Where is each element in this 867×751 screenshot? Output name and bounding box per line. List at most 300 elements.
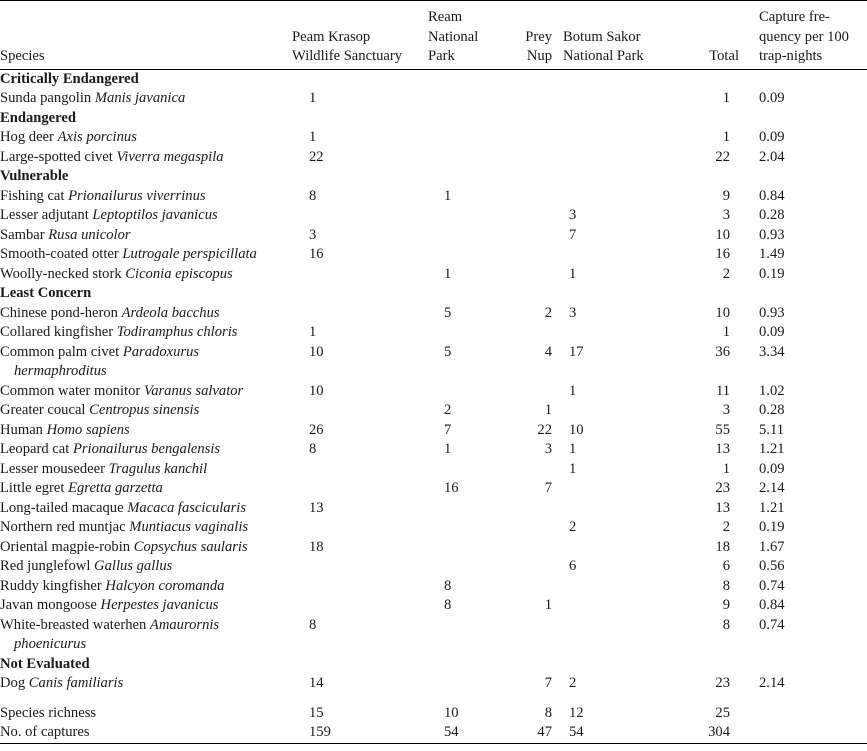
value-s4 (560, 128, 677, 148)
value-total: 1 (722, 324, 730, 340)
species-cell (0, 518, 292, 538)
category-label: Least Concern (0, 285, 92, 301)
value-freq: 0.74 (759, 577, 785, 594)
value-s3 (505, 187, 560, 207)
header-line: Park (428, 48, 455, 64)
value-s2 (427, 557, 505, 577)
species-cell (0, 187, 292, 207)
header-total: Total (709, 48, 739, 64)
value-s1: 8 (309, 441, 317, 457)
scientific-name: Tragulus kanchil (108, 460, 208, 477)
value-total: 55 (715, 421, 730, 438)
header-capture-frequency (758, 1, 867, 70)
value-s4 (560, 187, 677, 207)
value-s1 (292, 479, 427, 499)
value-s3: 7 (544, 675, 552, 691)
species-cell (0, 382, 292, 402)
summary-freq (758, 704, 867, 724)
value-s1: 1 (309, 324, 317, 340)
value-freq: 0.84 (759, 187, 785, 204)
species-name (0, 616, 288, 655)
category-row (0, 109, 867, 129)
value-s3: 1 (544, 402, 552, 418)
table-row (0, 148, 867, 168)
scientific-name: Prionailurus bengalensis (72, 441, 221, 457)
value-s4 (560, 401, 677, 421)
species-cell (0, 460, 292, 480)
value-s2 (427, 148, 505, 168)
value-freq: 0.56 (759, 558, 785, 574)
table-row (0, 304, 867, 324)
species-cell (0, 440, 292, 460)
category-label: Not Evaluated (0, 655, 90, 672)
header-ream (427, 1, 505, 70)
table-row (0, 674, 867, 694)
header-line: Ream (428, 9, 463, 25)
scientific-name: Centropus sinensis (89, 402, 200, 418)
species-cell (0, 616, 292, 655)
value-freq: 1.21 (759, 441, 785, 457)
species-cell (0, 226, 292, 246)
table-row (0, 460, 867, 480)
value-s2: 1 (444, 441, 452, 457)
common-name: Smooth-coated otter (0, 246, 119, 262)
scientific-name: Todiramphus chloris (116, 324, 238, 340)
value-s4: 17 (569, 343, 584, 360)
species-name (0, 538, 288, 558)
spacer-row (0, 694, 867, 704)
table-row (0, 401, 867, 421)
value-s4: 2 (569, 675, 577, 691)
summary-s3: 8 (544, 704, 552, 721)
header-line: Botum Sakor (563, 28, 641, 45)
species-name (0, 89, 288, 109)
value-s3: 22 (537, 421, 552, 438)
scientific-name: Canis familiaris (28, 675, 124, 691)
species-name (0, 674, 288, 694)
value-freq: 1.49 (759, 246, 785, 262)
value-total: 10 (715, 226, 730, 243)
summary-freq (758, 723, 867, 743)
species-name (0, 440, 288, 460)
value-s4 (560, 499, 677, 519)
value-s3 (505, 577, 560, 597)
common-name: White-breasted waterhen (0, 616, 147, 633)
summary-s2: 54 (444, 724, 459, 740)
species-name (0, 245, 288, 265)
table-row (0, 557, 867, 577)
summary-s4: 12 (569, 704, 584, 721)
value-s4 (560, 596, 677, 616)
value-total: 8 (722, 577, 730, 594)
value-s3 (505, 460, 560, 480)
table-row (0, 187, 867, 207)
category-label: Endangered (0, 109, 76, 126)
header-line: trap-nights (759, 48, 823, 64)
table-row (0, 577, 867, 597)
value-s3 (505, 382, 560, 402)
summary-s4: 54 (569, 724, 584, 740)
value-s4 (560, 616, 677, 655)
value-s1 (292, 304, 427, 324)
value-s4: 1 (569, 441, 577, 457)
value-s1 (292, 596, 427, 616)
value-s2: 7 (444, 421, 452, 438)
header-line: Peam Krasop (292, 28, 371, 45)
species-name (0, 128, 288, 148)
value-total: 16 (715, 246, 730, 262)
value-s2 (427, 226, 505, 246)
summary-s1: 15 (309, 704, 324, 721)
value-s2 (427, 89, 505, 109)
species-name (0, 557, 288, 577)
scientific-name: Rusa unicolor (48, 226, 131, 243)
value-s1: 3 (309, 226, 317, 243)
value-total: 10 (715, 304, 730, 321)
value-s3 (505, 245, 560, 265)
value-total: 11 (715, 382, 730, 399)
value-s3 (505, 616, 560, 655)
category-label: Critically Endangered (0, 70, 139, 87)
table-row (0, 538, 867, 558)
value-s4: 1 (569, 460, 577, 477)
scientific-name: Gallus gallus (94, 558, 173, 574)
value-freq: 0.93 (759, 304, 785, 321)
value-s4 (560, 89, 677, 109)
table-row (0, 616, 867, 655)
scientific-name: Viverra megaspila (116, 148, 224, 165)
scientific-name: Herpestes javanicus (100, 597, 219, 613)
species-name (0, 421, 288, 441)
summary-total: 25 (715, 704, 730, 721)
value-freq: 0.19 (759, 265, 785, 282)
value-s2 (427, 382, 505, 402)
header-line: Nup (526, 48, 552, 64)
value-total: 36 (715, 343, 730, 360)
summary-label: No. of captures (0, 724, 90, 740)
common-name: Common water monitor (0, 382, 141, 399)
table-header (0, 1, 867, 70)
value-s2: 5 (444, 304, 452, 321)
header-line: Prey (525, 28, 552, 45)
value-total: 3 (722, 207, 730, 223)
species-cell (0, 499, 292, 519)
value-s4: 2 (569, 519, 577, 535)
table-row (0, 421, 867, 441)
value-s4 (560, 577, 677, 597)
common-name: Sambar (0, 226, 45, 243)
category-row (0, 284, 867, 304)
value-s4 (560, 538, 677, 558)
species-cell (0, 323, 292, 343)
table-body (0, 69, 867, 743)
scientific-name: Homo sapiens (46, 421, 130, 438)
value-s3 (505, 557, 560, 577)
value-total: 1 (722, 90, 730, 106)
value-s4 (560, 245, 677, 265)
value-total: 9 (722, 597, 730, 613)
value-s2 (427, 460, 505, 480)
value-s3 (505, 265, 560, 285)
value-freq: 1.02 (759, 382, 785, 399)
header-line: National (428, 28, 479, 45)
common-name: Sunda pangolin (0, 90, 92, 106)
value-freq: 0.28 (759, 207, 785, 223)
value-s2 (427, 538, 505, 558)
value-s4: 3 (569, 207, 577, 223)
value-s1 (292, 206, 427, 226)
value-s2 (427, 499, 505, 519)
table-row (0, 479, 867, 499)
header-line: Wildlife Sanctuary (292, 48, 403, 64)
species-cell (0, 128, 292, 148)
value-freq: 5.11 (759, 421, 784, 438)
common-name: Lesser mousedeer (0, 460, 105, 477)
scientific-name: Varanus salvator (143, 382, 244, 399)
value-total: 23 (715, 675, 730, 691)
value-s4 (560, 323, 677, 343)
value-freq: 0.09 (759, 460, 785, 477)
value-freq: 0.93 (759, 226, 785, 243)
value-s3: 3 (544, 441, 552, 457)
value-s2 (427, 323, 505, 343)
value-s1: 18 (309, 538, 324, 555)
scientific-name: Leptoptilos javanicus (92, 207, 218, 223)
value-s4: 10 (569, 421, 584, 438)
species-name (0, 401, 288, 421)
common-name: Human (0, 421, 43, 438)
value-s2 (427, 206, 505, 226)
value-s4: 3 (569, 304, 577, 321)
common-name: Lesser adjutant (0, 207, 89, 223)
value-s3 (505, 89, 560, 109)
common-name: Chinese pond-heron (0, 304, 118, 321)
value-s4 (560, 479, 677, 499)
value-s3: 7 (544, 480, 552, 496)
value-s1: 1 (309, 90, 317, 106)
value-s4 (560, 148, 677, 168)
value-freq: 0.28 (759, 402, 785, 418)
species-name (0, 226, 288, 246)
table-row (0, 265, 867, 285)
value-freq: 0.09 (759, 90, 785, 106)
table-row (0, 382, 867, 402)
header-species: Species (0, 48, 45, 64)
value-s1: 10 (309, 343, 324, 360)
value-s4: 6 (569, 558, 577, 574)
species-cell (0, 421, 292, 441)
value-s3 (505, 148, 560, 168)
scientific-name-continued: phoenicurus (14, 636, 87, 652)
value-total: 2 (722, 265, 730, 282)
summary-row (0, 704, 867, 724)
value-freq: 0.74 (759, 616, 785, 633)
species-cell (0, 401, 292, 421)
value-total: 18 (715, 538, 730, 555)
species-cell (0, 343, 292, 382)
header-botum-sakor (560, 1, 677, 70)
summary-s2: 10 (444, 704, 459, 721)
scientific-name: Copsychus saularis (133, 538, 248, 555)
species-name (0, 596, 288, 616)
value-s2 (427, 674, 505, 694)
species-name (0, 577, 288, 597)
value-s1: 10 (309, 382, 324, 399)
table-row (0, 89, 867, 109)
summary-row (0, 723, 867, 743)
value-s2 (427, 616, 505, 655)
scientific-name: Ardeola bacchus (121, 304, 220, 321)
species-cell (0, 304, 292, 324)
summary-total: 304 (708, 724, 730, 740)
common-name: Oriental magpie-robin (0, 538, 131, 555)
scientific-name: Manis javanica (94, 90, 186, 106)
common-name: Fishing cat (0, 187, 65, 204)
common-name: Long-tailed macaque (0, 499, 124, 516)
value-s1: 26 (309, 421, 324, 438)
value-s1: 8 (309, 616, 317, 633)
value-total: 9 (722, 187, 730, 204)
scientific-name: Lutrogale perspicillata (122, 246, 257, 262)
species-name (0, 323, 288, 343)
species-cell (0, 148, 292, 168)
species-cell (0, 557, 292, 577)
value-s2: 1 (444, 265, 452, 282)
value-total: 13 (715, 499, 730, 516)
common-name: Common palm civet (0, 343, 120, 360)
table-row (0, 128, 867, 148)
common-name: Javan mongoose (0, 597, 97, 613)
value-freq: 0.19 (759, 519, 785, 535)
value-s1: 13 (309, 499, 324, 516)
table-row (0, 245, 867, 265)
species-cell (0, 245, 292, 265)
species-name (0, 518, 288, 538)
common-name: Little egret (0, 480, 65, 496)
species-name (0, 148, 288, 168)
category-row (0, 69, 867, 89)
category-row (0, 167, 867, 187)
scientific-name: Egretta garzetta (68, 480, 163, 496)
scientific-name: Amaurornis (149, 616, 220, 633)
scientific-name: Prionailurus viverrinus (68, 187, 206, 204)
value-s2: 5 (444, 343, 452, 360)
common-name: Red junglefowl (0, 558, 91, 574)
value-s3 (505, 499, 560, 519)
value-s3: 4 (544, 343, 552, 360)
value-s3 (505, 323, 560, 343)
value-s1 (292, 265, 427, 285)
table-row (0, 343, 867, 382)
summary-label: Species richness (0, 704, 97, 721)
species-cell (0, 538, 292, 558)
value-s3: 2 (544, 304, 552, 321)
common-name: Ruddy kingfisher (0, 577, 102, 594)
value-s4: 1 (569, 265, 577, 282)
species-name (0, 382, 288, 402)
value-freq: 2.14 (759, 675, 785, 691)
value-s2 (427, 518, 505, 538)
value-freq: 1.21 (759, 499, 785, 516)
table-row (0, 206, 867, 226)
value-total: 1 (722, 129, 730, 145)
summary-s1: 159 (309, 724, 331, 740)
category-label: Vulnerable (0, 168, 69, 184)
value-freq: 0.84 (759, 597, 785, 613)
value-freq: 3.34 (759, 343, 785, 360)
header-line: Capture fre- (759, 9, 830, 25)
spacer-cell (0, 694, 867, 704)
value-s2: 8 (444, 577, 452, 594)
value-s4: 7 (569, 226, 577, 243)
species-cell (0, 674, 292, 694)
scientific-name: Macaca fascicularis (127, 499, 247, 516)
value-s3 (505, 226, 560, 246)
common-name: Hog deer (0, 129, 54, 145)
value-s1 (292, 401, 427, 421)
common-name: Leopard cat (0, 441, 70, 457)
value-total: 6 (722, 558, 730, 574)
value-freq: 0.09 (759, 324, 785, 340)
category-row (0, 655, 867, 675)
value-s1: 14 (309, 675, 324, 691)
value-total: 2 (722, 519, 730, 535)
header-peam-krasop (292, 1, 427, 70)
common-name: Woolly-necked stork (0, 265, 122, 282)
summary-s3: 47 (537, 724, 552, 740)
value-s4: 1 (569, 382, 577, 399)
table-row (0, 518, 867, 538)
common-name: Dog (0, 675, 26, 691)
header-line: quency per 100 (759, 28, 849, 45)
value-s1 (292, 518, 427, 538)
value-s2 (427, 128, 505, 148)
table-row (0, 323, 867, 343)
value-s3 (505, 518, 560, 538)
species-name (0, 206, 288, 226)
scientific-name: Axis porcinus (57, 129, 137, 145)
value-s1: 1 (309, 129, 317, 145)
value-s2: 2 (444, 402, 452, 418)
scientific-name: Halcyon coromanda (105, 577, 225, 594)
value-freq: 1.67 (759, 538, 785, 555)
value-s3: 1 (544, 597, 552, 613)
species-name (0, 479, 288, 499)
value-s1 (292, 460, 427, 480)
table-row (0, 499, 867, 519)
scientific-name: Paradoxurus (122, 343, 200, 360)
value-freq: 2.04 (759, 148, 785, 165)
value-total: 8 (722, 616, 730, 633)
value-s2: 1 (444, 187, 452, 204)
common-name: Large-spotted civet (0, 148, 113, 165)
value-freq: 0.09 (759, 129, 785, 145)
value-total: 13 (715, 441, 730, 457)
header-row (0, 1, 867, 70)
common-name: Collared kingfisher (0, 324, 114, 340)
species-cell (0, 596, 292, 616)
value-freq: 2.14 (759, 480, 785, 496)
value-s1 (292, 557, 427, 577)
species-name (0, 187, 288, 207)
value-s2 (427, 245, 505, 265)
species-name (0, 265, 288, 285)
species-cell (0, 89, 292, 109)
value-s3 (505, 206, 560, 226)
value-s1: 22 (309, 148, 324, 165)
value-s3 (505, 538, 560, 558)
table-row (0, 440, 867, 460)
